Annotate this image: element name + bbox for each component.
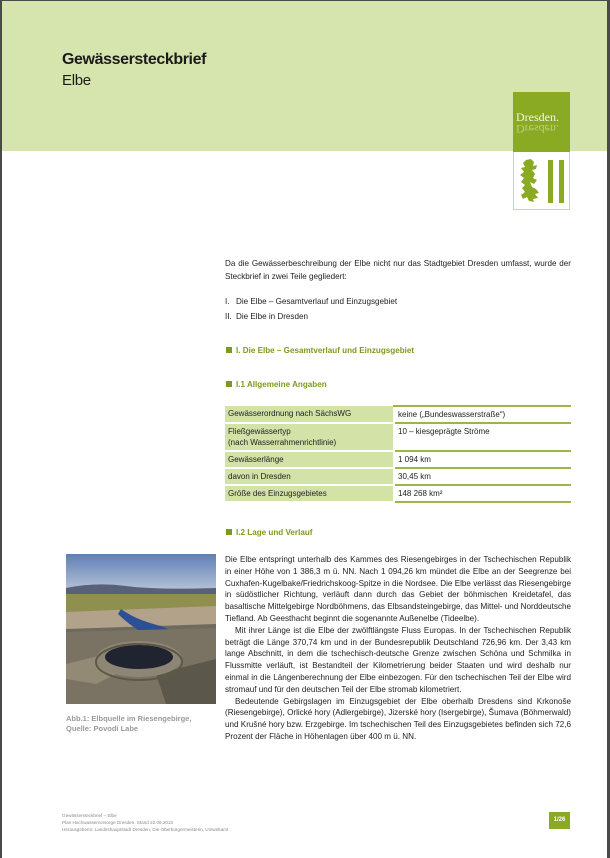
table-value: keine („Bundeswasserstraße“) (394, 406, 571, 423)
elbe-source-photo (66, 554, 216, 704)
footer-line: Herausgeberin: Landeshauptstadt Dresden, Die Oberbürgermeisterin, Umweltamt (62, 827, 229, 832)
footer-line: Plan Hochwasservorsorge Dresden, Stand 22.09.2010 (62, 820, 174, 825)
table-key: Größe des Einzugsgebietes (225, 485, 394, 502)
section-heading-text: I.2 Lage und Verlauf (236, 528, 313, 537)
lion-icon (518, 158, 542, 203)
table-value: 1 094 km (394, 451, 571, 468)
page-footer (62, 812, 228, 833)
table-key: Gewässerordnung nach SächsWG (225, 406, 394, 423)
toc-label: Die Elbe – Gesamtverlauf und Einzugsgebiet (236, 297, 398, 306)
logo-wordmark-panel (513, 92, 570, 152)
section-heading-text: I.1 Allgemeine Angaben (236, 380, 327, 389)
caption-line: Quelle: Povodí Labe (66, 724, 139, 733)
table-of-contents (225, 295, 397, 324)
section-heading-1-1 (226, 380, 327, 389)
logo-stripe (559, 160, 564, 203)
table-value: 148 268 km² (394, 485, 571, 502)
caption-line: Abb.1: Elbquelle im Riesengebirge, (66, 714, 192, 723)
figure-caption (66, 714, 226, 734)
document-subtitle: Elbe (62, 72, 91, 89)
table-value: 10 – kiesgeprägte Ströme (394, 423, 571, 451)
toc-item (225, 295, 397, 310)
toc-label: Die Elbe in Dresden (236, 311, 308, 321)
bullet-square-icon (226, 529, 232, 535)
paragraph: Bedeutende Gebirgslagen im Einzugsgebiet der Elbe oberhalb Dresdens sind Krkonoše (Riesengebirge), Orlické hory (Adlergebirge), Jizerské hory (Isergebirge), Šumava (Böhmerwald) und Krušné hory bzw. Erzgebirge. Im tschechischen Teil des Einzugsgebietes befinden sich 72,6 Prozent der Fläche in Höhenlagen über 400 m ü. NN. (225, 696, 571, 741)
table-row (225, 423, 571, 451)
toc-item (225, 310, 397, 325)
section-heading-part1 (226, 346, 414, 355)
intro-paragraph: Da die Gewässerbeschreibung der Elbe nicht nur das Stadtgebiet Dresden umfasst, wurde der Steckbrief in zwei Teile gegliedert: (225, 259, 571, 281)
logo-stripe (548, 160, 553, 203)
toc-number: II. (225, 311, 232, 321)
bullet-square-icon (226, 347, 232, 353)
logo-coat-of-arms (513, 152, 570, 210)
paragraph: Die Elbe entspringt unterhalb des Kammes des Riesengebirges in der Tschechischen Republik in einer Höhe von 1 386,3 m ü. NN. Nach 1 094,26 km mündet die Elbe an der Seegrenze bei Cuxhafen-Kugelbake/Friedrichskoog-Spitze in die Nordsee. Die Elbe verlässt das Riesengebirge in südöstlicher Richtung, verläuft dann durch das Gebiet der böhmischen Kreidetafel, das basaltische Mittelgebirge Nordböhmens, das Elbsandsteingebirge, das Mittel- und Norddeutsche Tiefland. Ab Geesthacht beginnt die sogenannte Außenelbe (Tideelbe). (225, 555, 571, 623)
table-row (225, 485, 571, 502)
body-text (225, 554, 571, 743)
table-row (225, 406, 571, 423)
general-info-table (225, 405, 571, 503)
table-key-line: Fließgewässertyp (228, 427, 291, 436)
bullet-square-icon (226, 381, 232, 387)
section-heading-text: I. Die Elbe – Gesamtverlauf und Einzugsgebiet (236, 346, 415, 355)
table-row (225, 451, 571, 468)
section-heading-1-2 (226, 528, 312, 537)
table-key: Gewässerlänge (225, 451, 394, 468)
paragraph: Mit ihrer Länge ist die Elbe der zwölftlängste Fluss Europas. In der Tschechischen Republik beträgt die Länge 370,74 km und in der Bundesrepublik Deutschland 726,96 km. Der 3,43 km lange Abschnitt, in dem die tschechisch-deutsche Grenze zwischen Schöna und Schmilka in Flussmitte verläuft, ist Bestandteil der Kilometrierung beider Staaten und wird deshalb nur einmal in die Längenberechnung der Elbe einbezogen. Für den tschechischen Teil der Elbe wird stromauf und für den deutschen Teil der Elbe stromab kilometriert. (225, 625, 571, 694)
document-title: Gewässersteckbrief (62, 51, 207, 68)
toc-number: I. (225, 297, 230, 306)
footer-line: Gewässersteckbrief – Elbe (62, 813, 117, 818)
page-number-badge: 1/26 (549, 812, 570, 829)
logo-wordmark-reflection: Dresden. (516, 122, 559, 136)
logo-wordmark: Dresden. (516, 110, 559, 124)
table-key: davon in Dresden (225, 468, 394, 485)
photo-illustration (66, 554, 216, 704)
table-key (225, 423, 394, 451)
table-row (225, 468, 571, 485)
dresden-logo (513, 92, 570, 210)
table-key-line: (nach Wasserrahmenrichtlinie) (228, 438, 337, 447)
table-value: 30,45 km (394, 468, 571, 485)
